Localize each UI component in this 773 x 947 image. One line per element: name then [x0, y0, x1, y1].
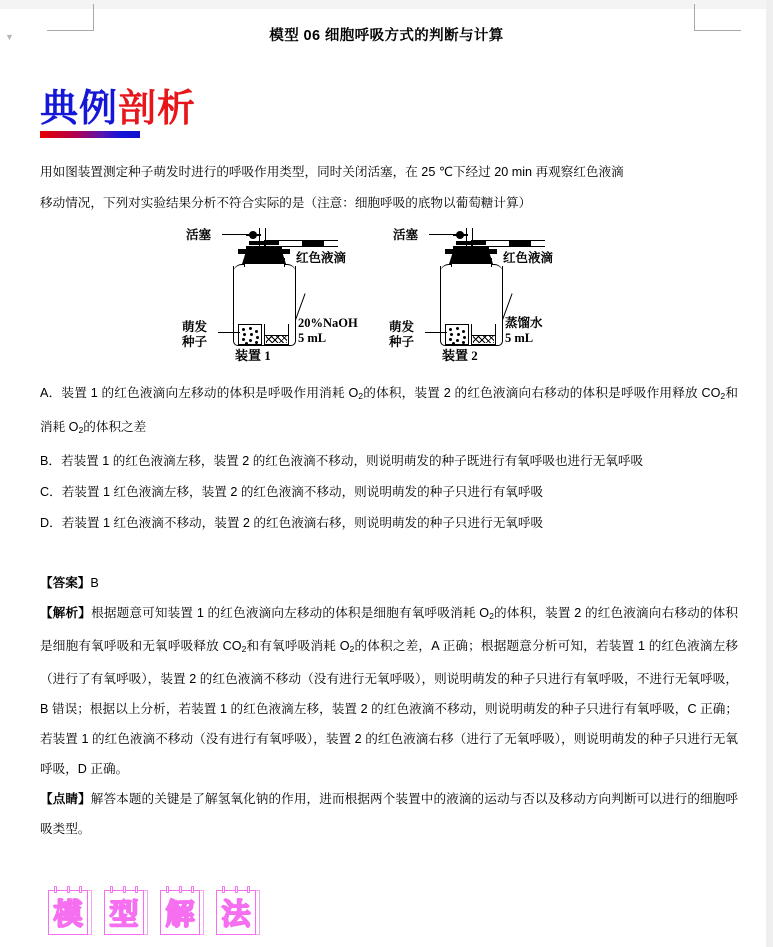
- seed-label-1: 萌发 种子: [182, 320, 208, 349]
- deco-card-rings-icon: [222, 886, 250, 894]
- deco-char: 法: [221, 899, 251, 931]
- stopper-plate-1: [249, 241, 279, 245]
- stopper-body-2: [449, 253, 493, 264]
- droplet-label-1: 红色液滴: [296, 251, 347, 265]
- tip-label: 【点睛】: [40, 792, 91, 806]
- liquid-hatch-2: [473, 336, 494, 343]
- liquid-hatch-1: [266, 336, 287, 343]
- page-title: 模型 06 细胞呼吸方式的判断与计算: [269, 28, 504, 44]
- option-c: C．若装置 1 红色液滴左移，装置 2 的红色液滴不移动，则说明萌发的种子只进行有氧呼吸: [40, 485, 544, 499]
- question-stem-line-1: 用如图装置测定种子萌发时进行的呼吸作用类型，同时关闭活塞，在 25 ℃下经过 20 min 再观察红色液滴: [40, 165, 624, 179]
- tip-paragraph: 【点睛】解答本题的关键是了解氢氧化钠的作用，进而根据两个装置中的液滴的运动与否以及移动方向判断可以进行的细胞呼吸类型。: [40, 792, 739, 836]
- answer-value: B: [90, 576, 99, 590]
- apparatus-figure: [180, 228, 580, 368]
- option-a: A．装置 1 的红色液滴向左移动的体积是呼吸作用消耗 $O_2$的体积，装置 2 的红色液滴向右移动的体积是呼吸作用释放 $CO_2$和消耗 $O_2$的体积之差: [40, 386, 739, 435]
- answer-label: 【答案】: [40, 576, 91, 590]
- deco-card-rings-icon: [110, 886, 138, 894]
- question-stem: [40, 157, 738, 219]
- piston-label-1: 活塞: [186, 228, 212, 242]
- section-banner-text: [40, 88, 230, 130]
- deco-card: [48, 886, 92, 936]
- answer-line: [40, 568, 738, 598]
- analysis-label: 【解析】: [40, 606, 92, 620]
- piston-leader-line-2: [429, 234, 453, 235]
- apparatus-device-2: [387, 228, 587, 368]
- piston-leader-line-1: [222, 234, 246, 235]
- deco-card: [104, 886, 148, 936]
- red-droplet-marker-1: [302, 241, 324, 246]
- banner-text-blue: 典例: [40, 88, 119, 130]
- liquid-beaker-2: [471, 324, 496, 345]
- page-edge-right: [766, 0, 773, 947]
- stopper-body-1: [242, 253, 286, 264]
- chemical-label-2: 蒸馏水 5 mL: [505, 316, 543, 345]
- seed-compartment-2: [445, 324, 469, 345]
- deco-char: 模: [53, 899, 83, 931]
- liquid-beaker-1: [264, 324, 289, 345]
- banner-text-red: 剖析: [118, 88, 197, 130]
- deco-card-rings-icon: [166, 886, 194, 894]
- device-caption-2: 装置 2: [442, 348, 478, 363]
- piston-label-2: 活塞: [393, 228, 419, 242]
- banner-gradient-bar: [40, 131, 140, 138]
- question-stem-line-2: 移动情况，下列对实验结果分析不符合实际的是（注意：细胞呼吸的底物以葡萄糖计算）: [40, 196, 532, 210]
- seed-leader-line-1: [218, 332, 240, 333]
- page-edge-top: [0, 0, 773, 9]
- deco-card: [160, 886, 204, 936]
- model-method-heading: [48, 886, 260, 936]
- droplet-label-2: 红色液滴: [503, 251, 554, 265]
- options-list: [40, 378, 738, 539]
- red-droplet-marker-2: [509, 241, 531, 246]
- deco-card: [216, 886, 260, 936]
- stopper-plate-2: [456, 241, 486, 245]
- section-banner: [40, 88, 230, 138]
- option-d: D．若装置 1 红色液滴不移动，装置 2 的红色液滴右移，则说明萌发的种子只进行无氧呼吸: [40, 516, 544, 530]
- device-caption-1: 装置 1: [235, 348, 271, 363]
- apparatus-device-1: [180, 228, 380, 368]
- option-b: B．若装置 1 的红色液滴左移，装置 2 的红色液滴不移动，则说明萌发的种子既进行有氧呼吸也进行无氧呼吸: [40, 454, 644, 468]
- analysis-paragraph: 【解析】根据题意可知装置 1 的红色液滴向左移动的体积是细胞有氧呼吸消耗 $O_2$的体积，装置 2 的红色液滴向右移动的体积是细胞有氧呼吸和无氧呼吸释放 $CO_2$和有氧呼吸消耗 $O_2$的体积之差，A 正确；根据题意分析可知，若装置 1 的红色液滴左移（进行了有氧呼吸），装置 2 的红色液滴不移动（没有进行无氧呼吸），则说明萌发的种子只进行有氧呼吸，不进行无氧呼吸，B 错误；根据以上分析，若装置 1 的红色液滴左移，装置 2 的红色液滴不移动，则说明萌发的种子只进行有氧呼吸，C 正确；若装置 1 的红色液滴不移动（没有进行有氧呼吸），装置 2 的红色液滴右移（进行了无氧呼吸），则说明萌发的种子只进行无氧呼吸，D 正确。: [40, 606, 739, 776]
- seed-compartment-1: [238, 324, 262, 345]
- seed-label-2: 萌发 种子: [389, 320, 415, 349]
- paragraph-mark-icon: ▼: [5, 32, 14, 42]
- seed-leader-line-2: [425, 332, 447, 333]
- answer-analysis-section: [40, 568, 738, 844]
- chemical-label-1: 20%NaOH 5 mL: [298, 316, 358, 345]
- deco-card-rings-icon: [54, 886, 82, 894]
- deco-char: 解: [165, 899, 195, 931]
- deco-char: 型: [109, 899, 139, 931]
